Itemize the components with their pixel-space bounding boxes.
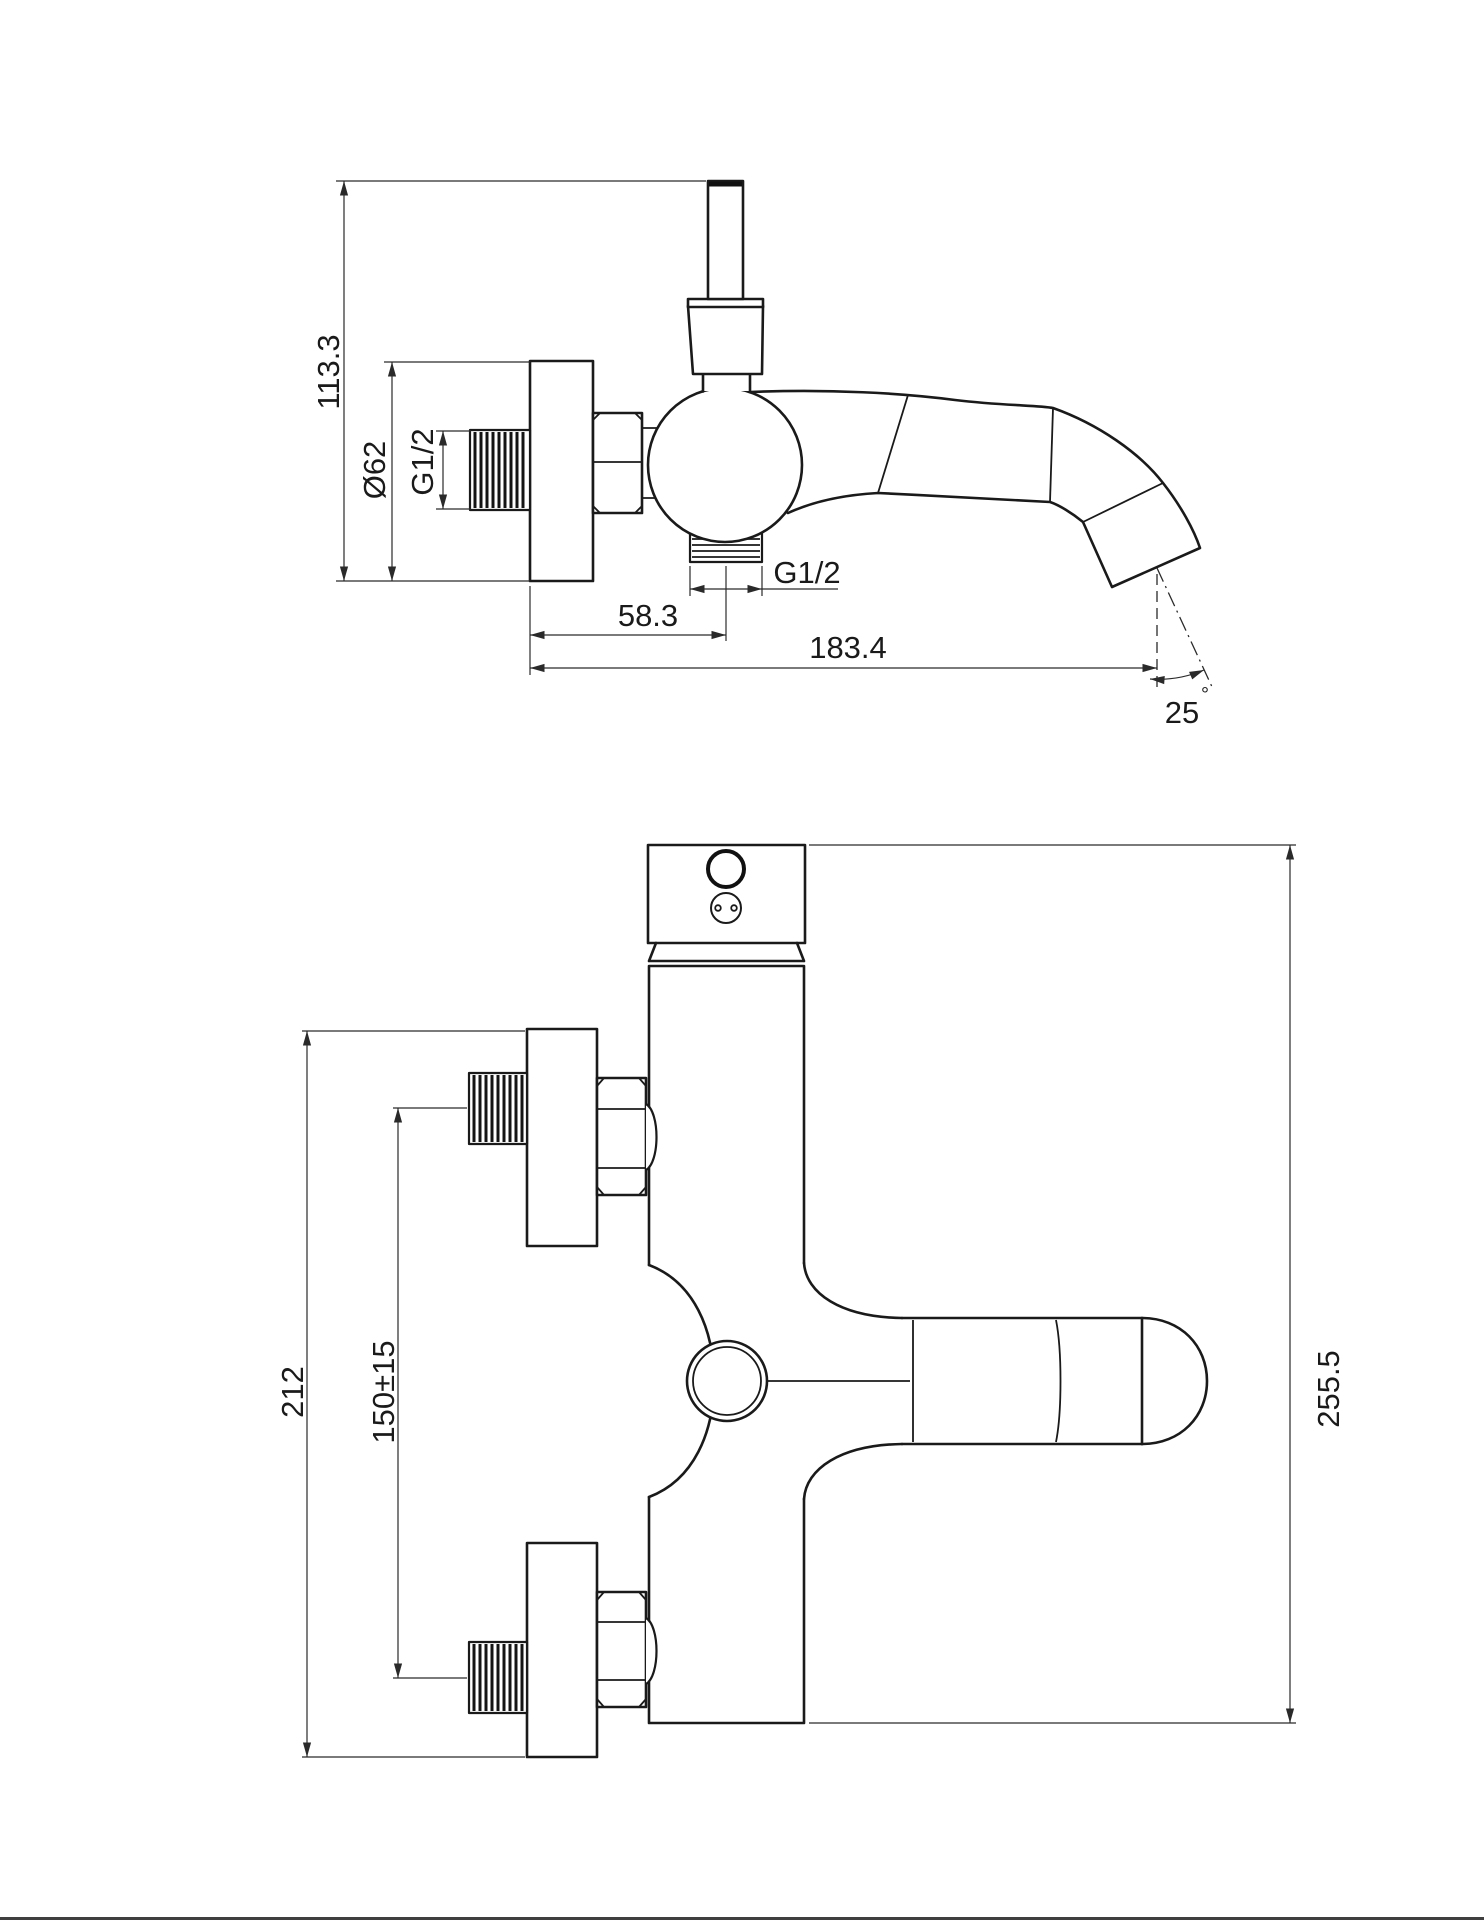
inlet-thread-hatch bbox=[475, 432, 523, 508]
lower-flange bbox=[527, 1543, 597, 1757]
dim-flange-span-label: 212 bbox=[275, 1366, 310, 1418]
ext-line bbox=[436, 431, 471, 509]
dim-inlet-centers-label: 150±15 bbox=[366, 1340, 401, 1444]
valve-body bbox=[648, 388, 802, 542]
angle-reference-slanted bbox=[1157, 568, 1213, 689]
upper-washer-bulge bbox=[646, 1104, 657, 1170]
body-and-spout bbox=[649, 966, 1207, 1723]
upper-flange bbox=[527, 1029, 597, 1246]
dim-flange-diameter-label: Ø62 bbox=[357, 440, 392, 500]
lower-wall-union bbox=[469, 1543, 657, 1757]
degree-symbol: ° bbox=[1201, 684, 1209, 706]
spout-crease-2 bbox=[1056, 1320, 1061, 1442]
upper-thread-hatch bbox=[474, 1075, 522, 1142]
upper-nut bbox=[597, 1078, 646, 1195]
spout-cap-dome bbox=[1142, 1318, 1207, 1444]
lower-thread-hatch bbox=[474, 1644, 522, 1711]
handle bbox=[688, 181, 763, 392]
wall-union bbox=[470, 361, 642, 581]
dim-wall-to-outlet-label: 58.3 bbox=[617, 598, 679, 633]
angle-arc bbox=[1150, 670, 1204, 679]
hex-nut bbox=[593, 413, 642, 513]
dim-spout-angle-label: 25 bbox=[1164, 695, 1200, 730]
upper-wall-union bbox=[469, 1029, 657, 1246]
joint-cap-outer bbox=[687, 1341, 767, 1421]
lower-washer-bulge bbox=[646, 1618, 657, 1684]
side-view bbox=[311, 181, 1213, 730]
top-cap bbox=[648, 845, 805, 966]
lower-nut bbox=[597, 1592, 646, 1707]
tee-fillet-bottom bbox=[804, 1444, 902, 1499]
front-view bbox=[275, 845, 1346, 1757]
tee-fillet-top bbox=[804, 1263, 902, 1318]
dim-total-length-label: 255.5 bbox=[1311, 1350, 1346, 1428]
dim-inlet-thread-label: G1/2 bbox=[405, 428, 440, 496]
handle-neck-mask bbox=[704, 375, 749, 391]
cap-flare bbox=[649, 943, 804, 966]
wall-flange bbox=[530, 361, 593, 581]
dim-outlet-thread-label: G1/2 bbox=[773, 555, 841, 590]
handle-lever-rod bbox=[708, 181, 743, 299]
front-view-dimensions bbox=[275, 845, 1346, 1757]
handle-cone bbox=[688, 306, 763, 374]
dim-overall-height-label: 113.3 bbox=[311, 334, 346, 410]
dim-total-projection-label: 183.4 bbox=[809, 630, 887, 665]
